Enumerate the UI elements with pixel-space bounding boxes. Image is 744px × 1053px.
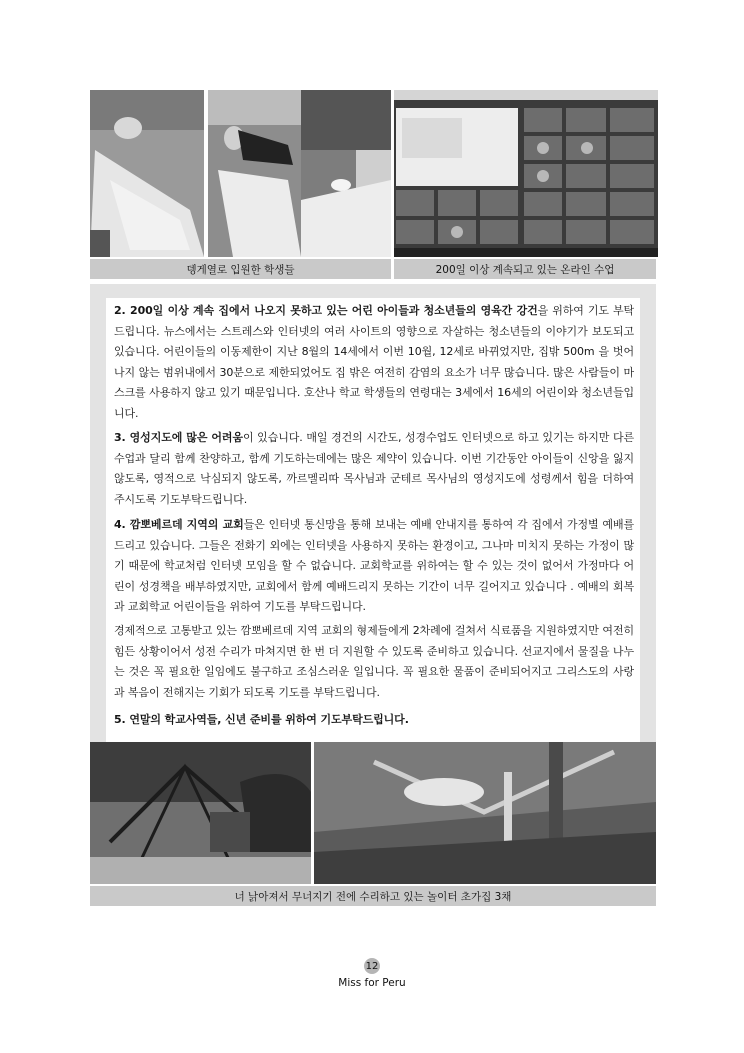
right-photo-caption: 200일 이상 계속되고 있는 온라인 수업 [394, 259, 656, 279]
photo-hospital-patient-1 [90, 90, 204, 257]
prayer-item-2 [114, 301, 634, 424]
prayer-item-4-heading: 4. 깜뽀베르데 지역의 교회 [114, 518, 244, 531]
prayer-item-4 [114, 515, 634, 618]
prayer-item-5 [114, 710, 634, 731]
prayer-item-4-text: 들은 인터넷 통신망을 통해 보내는 예배 안내지를 통하여 각 집에서 가정별 예배를 드리고 있습니다. 그들은 전화기 외에는 인터넷을 사용하지 못하는 환경이고, 그나마 미치지 못하는 가정이 많기 때문에 학교처럼 인터넷 모임을 할 수 없습니다. 교회학교를 위하여는 할 수 있는 것이 없어서 가정마다 어린이 성경책을 배부하였지만, 교회에서 함께 예배드리지 못하는 기간이 너무 길어지고 있습니다 . 예배의 회복과 교회학교 어린이들을 위하여 기도를 부탁드립니다. [114, 518, 634, 613]
left-photo-caption: 뎅게열로 입원한 학생들 [90, 259, 391, 279]
photo-thatched-roof-repair [314, 742, 656, 884]
prayer-item-3-text: 이 있습니다. 매일 경건의 시간도, 성경수업도 인터넷으로 하고 있기는 하지만 다른 수업과 달리 함께 찬양하고, 함께 기도하는데에는 많은 제약이 있습니다. 이번 기간동안 아이들이 신앙을 잃지 않도록, 영적으로 낙심되지 않도록, 까르멜리따 목사님과 군테르 목사님의 영성지도에 성령께서 힘을 더하여 주시도록 기도부탁드립니다. [114, 431, 634, 506]
page-number: 12 [364, 958, 380, 974]
footer-title: Miss for Peru [338, 977, 406, 989]
photo-hospital-patient-3 [301, 90, 391, 257]
prayer-item-3 [114, 428, 634, 510]
prayer-item-2-heading: 2. 200일 이상 계속 집에서 나오지 못하고 있는 어린 아이들과 청소년들의 영육간 강건 [114, 304, 538, 317]
photo-online-class [394, 90, 658, 257]
prayer-item-5-heading: 5. 연말의 학교사역들, 신년 준비를 위하여 기도부탁드립니다. [114, 713, 409, 726]
support-paragraph-text: 경제적으로 고통받고 있는 깜뽀베르데 지역 교회의 형제들에게 2차례에 걸쳐서 식료품을 지원하였지만 여전히 힘든 상황이어서 성전 수리가 마쳐지면 한 번 더 지원할 수 있도록 준비하고 있습니다. 선교지에서 물질을 나누는 것은 꼭 필요한 일임에도 불구하고 조심스러운 일입니다. 꼭 필요한 물품이 준비되어지고 그리스도의 사랑과 복음이 전해지는 기회가 되도록 기도를 부탁드립니다. [114, 624, 634, 699]
prayer-item-3-heading: 3. 영성지도에 많은 어려움 [114, 431, 243, 444]
bottom-photo-caption: 너 낡아져서 무너지기 전에 수리하고 있는 놀이터 초가집 3채 [90, 886, 656, 906]
support-paragraph [114, 621, 634, 703]
prayer-item-2-text: 을 위하여 기도 부탁드립니다. 뉴스에서는 스트레스와 인터넷의 여러 사이트의 영향으로 자살하는 청소년들의 이야기가 보도되고 있습니다. 어린이들의 이동제한이 지난 8월의 14세에서 이번 10월, 12세로 바뀌었지만, 집밖 500m 을 벗어나지 않는 범위내에서 30분으로 제한되었어도 집 밖은 여전히 감염의 요소가 너무 많습니다. 많은 사람들이 마스크를 사용하지 않고 있기 때문입니다. 호산나 학교 학생들의 연령대는 3세에서 16세의 어린이와 청소년들입니다. [114, 304, 634, 420]
photo-hospital-patient-2 [208, 90, 301, 257]
photo-playground-hut-frame [90, 742, 311, 884]
